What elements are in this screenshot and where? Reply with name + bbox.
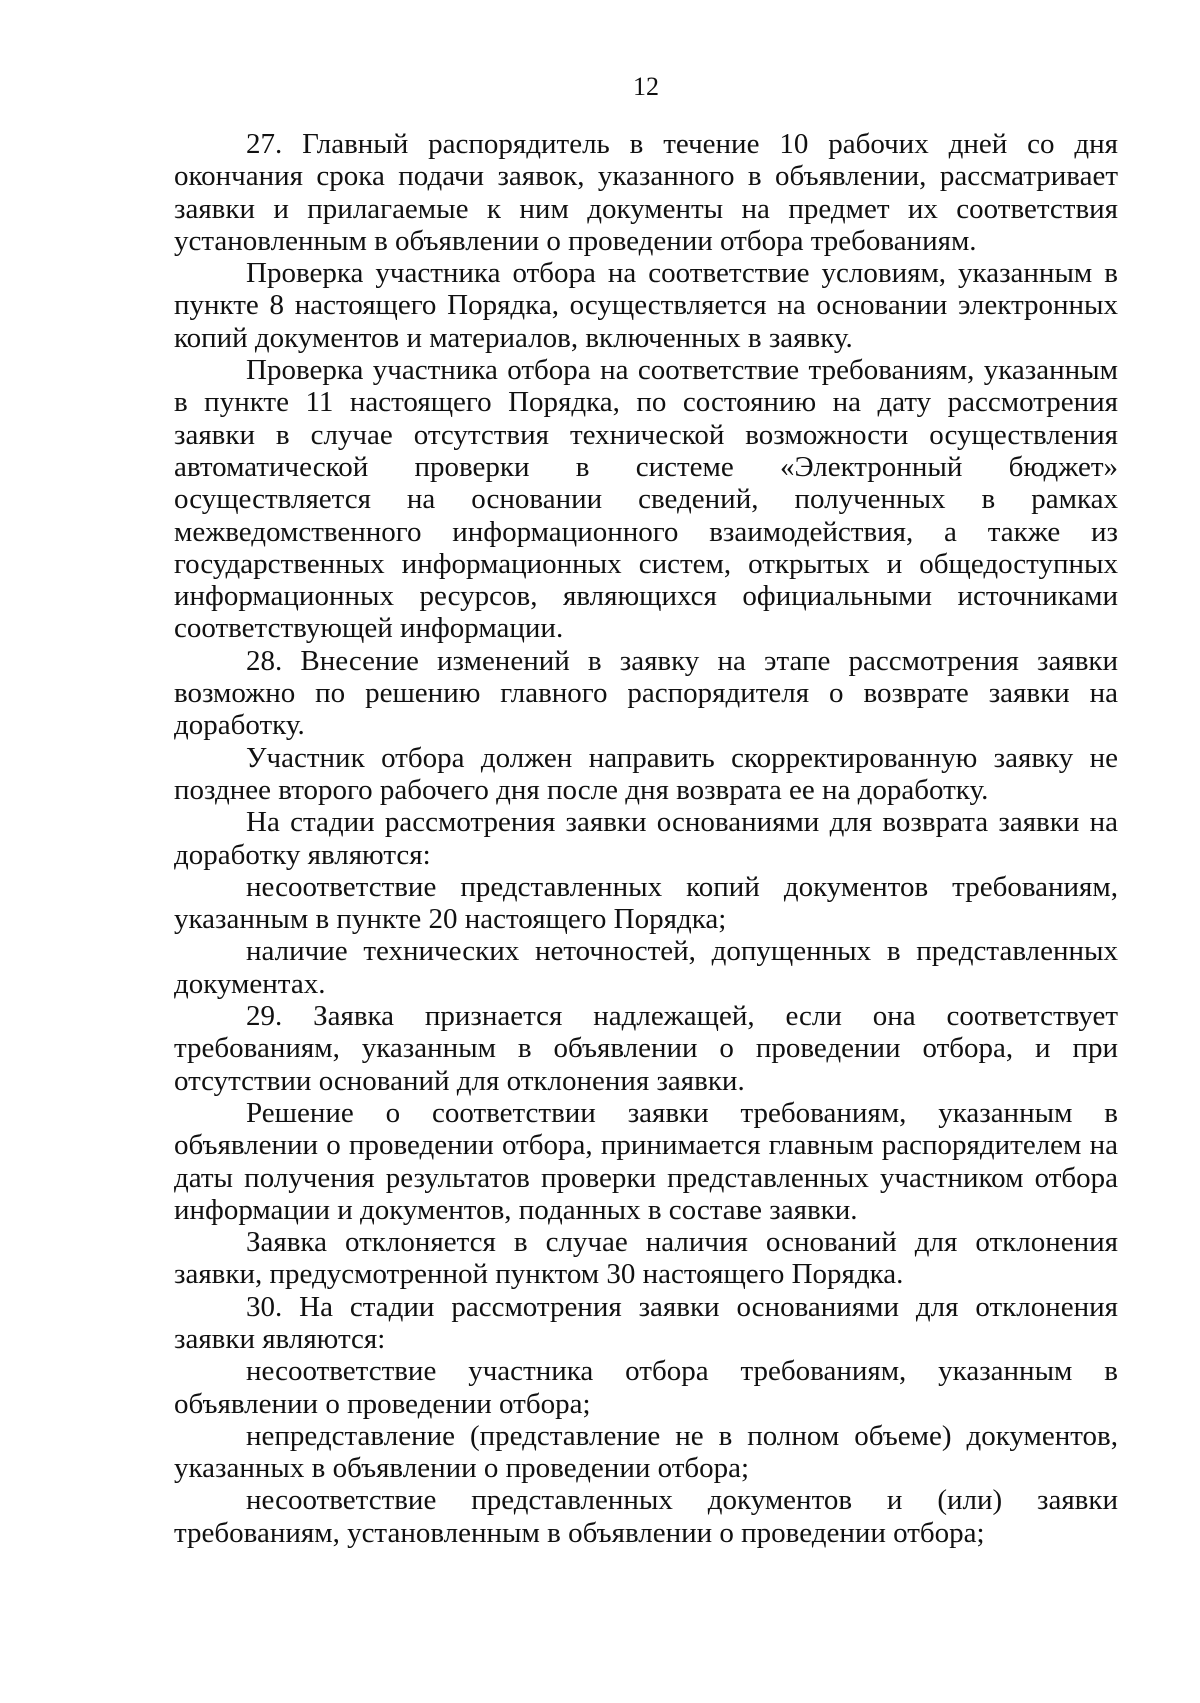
paragraph-resubmission: Участник отбора должен направить скорректированную заявку не позднее второго рабочего дня после дня возврата ее на доработку. xyxy=(174,741,1118,806)
paragraph-check-conditions: Проверка участника отбора на соответствие условиям, указанным в пункте 8 настоящего Порядка, осуществляется на основании электронных копий документов и материалов, включенных в заявку. xyxy=(174,257,1118,354)
paragraph-28: 28. Внесение изменений в заявку на этапе рассмотрения заявки возможно по решению главного распорядителя о возврате заявки на доработку. xyxy=(174,644,1118,742)
list-item-return-copies: несоответствие представленных копий документов требованиям, указанным в пункте 20 настоящего Порядка; xyxy=(174,870,1118,936)
paragraph-return-grounds: На стадии рассмотрения заявки основаниями для возврата заявки на доработку являются: xyxy=(174,806,1118,871)
document-body xyxy=(174,128,1118,1549)
paragraph-29: 29. Заявка признается надлежащей, если она соответствует требованиям, указанным в объявлении о проведении отбора, и при отсутствии оснований для отклонения заявки. xyxy=(174,1000,1118,1097)
list-item-reject-missing-docs: непредставление (представление не в полном объеме) документов, указанных в объявлении о проведении отбора; xyxy=(174,1419,1118,1485)
list-item-reject-participant: несоответствие участника отбора требованиям, указанным в объявлении о проведении отбора; xyxy=(174,1355,1118,1420)
list-item-reject-noncompliant-docs: несоответствие представленных документов и (или) заявки требованиям, установленным в объявлении о проведении отбора; xyxy=(174,1484,1118,1549)
paragraph-30: 30. На стадии рассмотрения заявки основаниями для отклонения заявки являются: xyxy=(174,1290,1118,1355)
paragraph-27: 27. Главный распорядитель в течение 10 рабочих дней со дня окончания срока подачи заявок, указанного в объявлении, рассматривает заявки и прилагаемые к ним документы на предмет их соответствия установленным в объявлении о проведении отбора требованиям. xyxy=(174,128,1118,257)
paragraph-check-requirements: Проверка участника отбора на соответствие требованиям, указанным в пункте 11 настоящего Порядка, по состоянию на дату рассмотрения заявки в случае отсутствия технической возможности осуществления автоматической проверки в системе «Электронный бюджет» осуществляется на основании сведений, полученных в рамках межведомственного информационного взаимодействия, а также из государственных информационных систем, открытых и общедоступных информационных ресурсов, являющихся официальными источниками соответствующей информации. xyxy=(174,354,1118,645)
list-item-return-inaccuracies: наличие технических неточностей, допущенных в представленных документах. xyxy=(174,935,1118,1000)
paragraph-compliance-decision: Решение о соответствии заявки требованиям, указанным в объявлении о проведении отбора, принимается главным распорядителем на даты получения результатов проверки представленных участником отбора информации и документов, поданных в составе заявки. xyxy=(174,1096,1118,1226)
paragraph-rejection: Заявка отклоняется в случае наличия оснований для отклонения заявки, предусмотренной пунктом 30 настоящего Порядка. xyxy=(174,1226,1118,1291)
page-number: 12 xyxy=(633,72,659,101)
